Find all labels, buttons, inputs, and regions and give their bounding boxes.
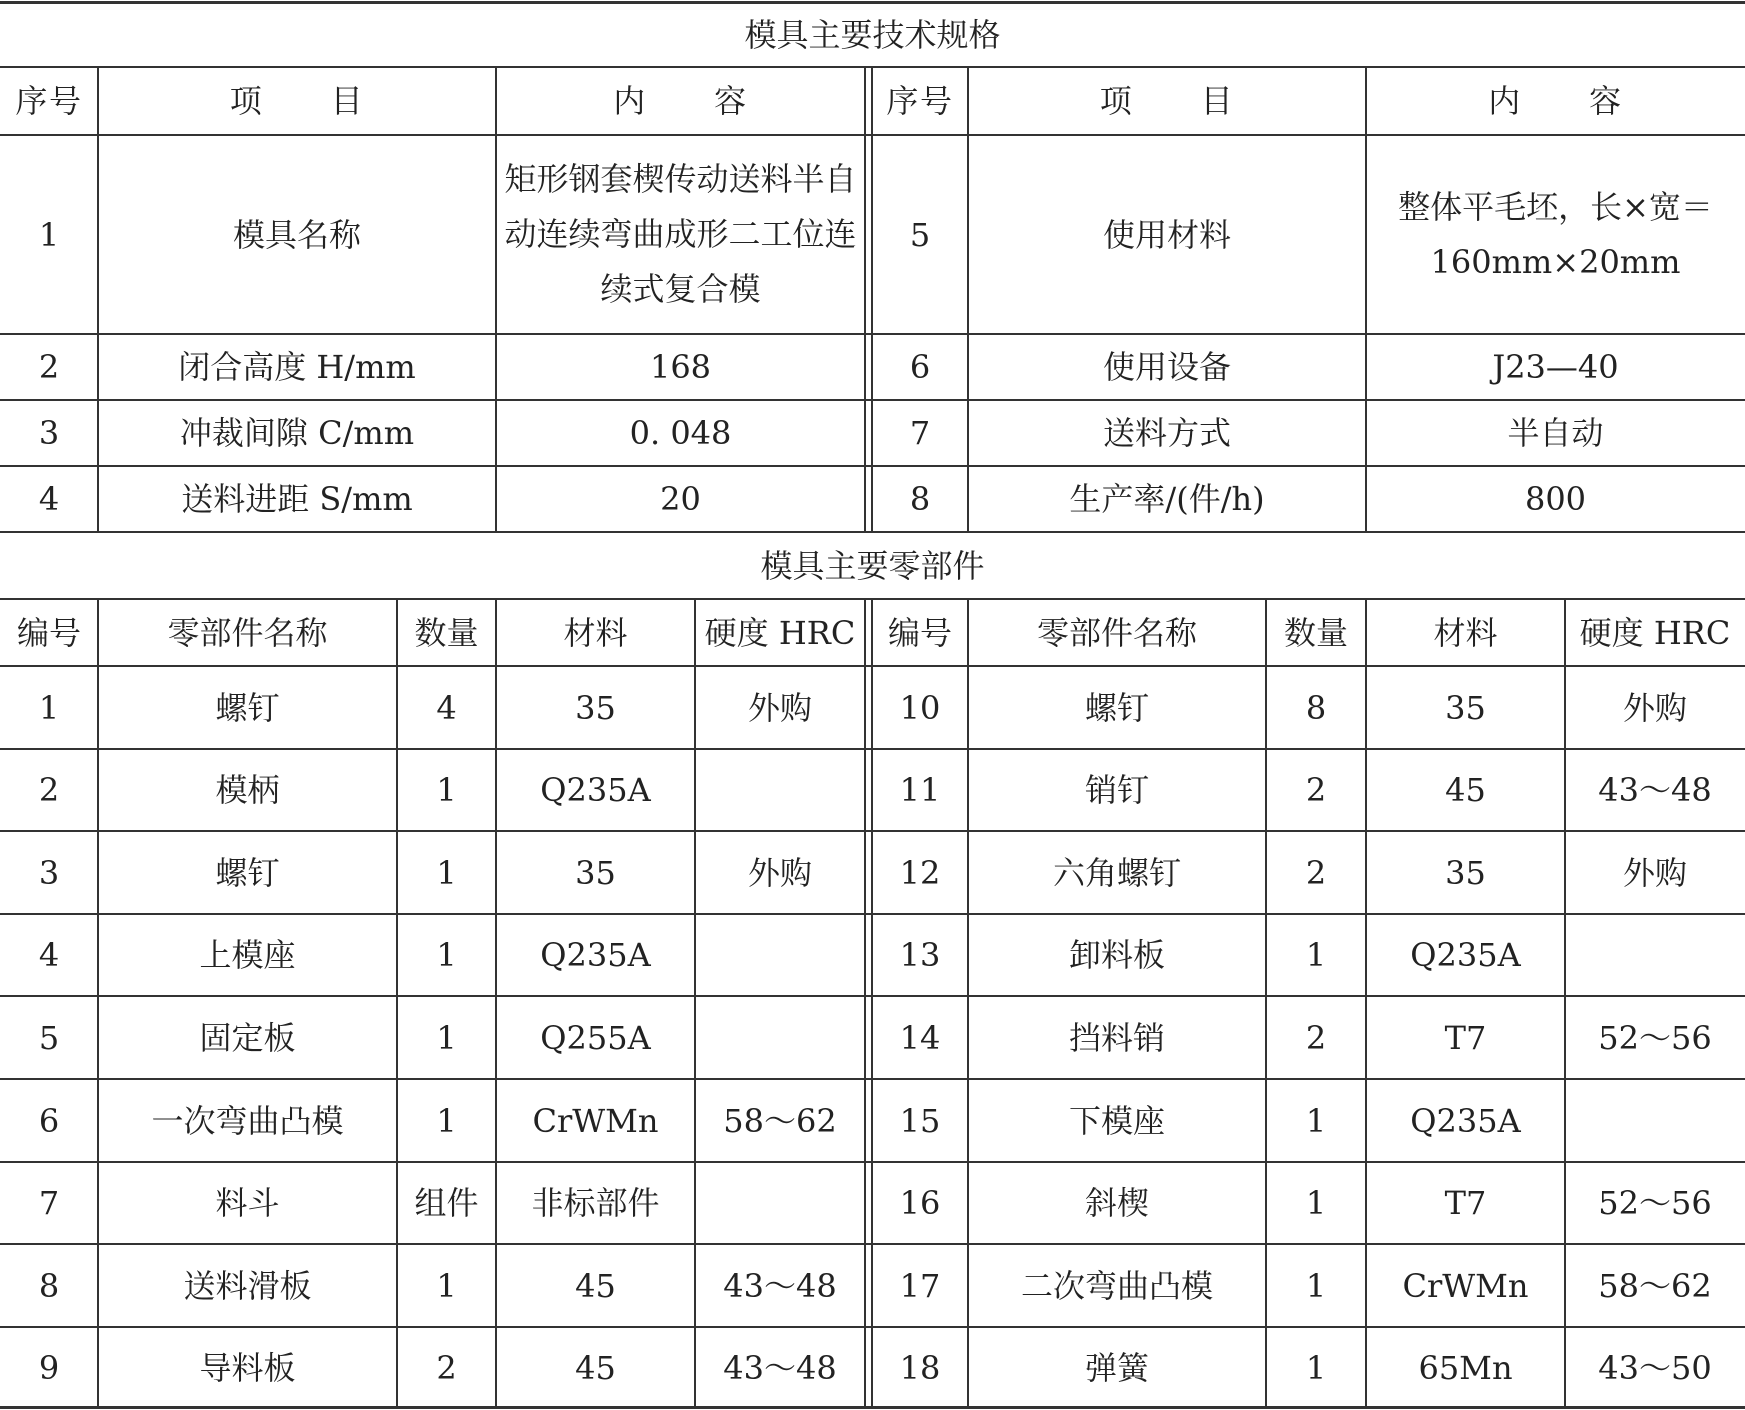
parts-cell: 13 xyxy=(899,936,941,974)
parts-cell: CrWMn xyxy=(532,1101,659,1140)
spec-cell: 6 xyxy=(909,348,931,386)
spec-cell: 4 xyxy=(38,480,60,518)
parts-cell: 外购 xyxy=(747,853,812,892)
parts-cell: 12 xyxy=(899,853,941,892)
top-rule xyxy=(0,1,1745,4)
parts-cell: 销钉 xyxy=(1084,771,1149,809)
parts-header-cell: 数量 xyxy=(1283,613,1348,652)
spec-cell: 矩形钢套楔传动送料半自动连续弯曲成形二工位连续式复合模 xyxy=(504,160,857,308)
column-rule xyxy=(871,67,873,532)
parts-cell: 1 xyxy=(1305,1101,1327,1140)
parts-cell: 52～56 xyxy=(1598,1184,1712,1222)
parts-cell: T7 xyxy=(1444,1184,1487,1222)
column-rule xyxy=(1265,599,1267,1407)
parts-cell: 模柄 xyxy=(215,771,280,809)
spec-cell: 使用设备 xyxy=(1102,348,1231,386)
spec-cell: 半自动 xyxy=(1507,414,1604,452)
parts-cell: 43～48 xyxy=(723,1349,837,1387)
parts-cell: 16 xyxy=(899,1184,941,1222)
parts-header-cell: 数量 xyxy=(414,613,479,652)
parts-cell: 外购 xyxy=(747,688,812,727)
column-rule xyxy=(864,599,866,1407)
parts-cell: 14 xyxy=(899,1018,941,1057)
parts-cell: 1 xyxy=(436,771,457,809)
column-rule xyxy=(1365,67,1367,532)
parts-cell: 35 xyxy=(575,688,616,727)
parts-cell xyxy=(1565,1079,1745,1162)
parts-cell: 6 xyxy=(38,1101,60,1140)
parts-cell: 2 xyxy=(1305,771,1327,809)
parts-cell: 4 xyxy=(38,936,60,974)
parts-cell: 15 xyxy=(899,1101,941,1140)
parts-header-cell: 硬度 HRC xyxy=(1579,613,1731,652)
parts-header-cell: 编号 xyxy=(16,613,81,652)
parts-cell: 螺钉 xyxy=(215,688,280,727)
parts-cell: 11 xyxy=(899,771,941,809)
parts-cell: 45 xyxy=(575,1266,616,1305)
parts-cell: 外购 xyxy=(1622,688,1687,727)
parts-cell: 4 xyxy=(436,688,457,727)
parts-cell: 3 xyxy=(38,853,60,892)
spec-cell: 送料方式 xyxy=(1102,414,1231,452)
parts-cell: 35 xyxy=(575,853,616,892)
parts-cell: 1 xyxy=(436,1101,457,1140)
column-rule xyxy=(871,599,873,1407)
parts-cell: 9 xyxy=(38,1349,60,1387)
parts-cell: 8 xyxy=(38,1266,60,1305)
parts-cell: 卸料板 xyxy=(1068,936,1165,974)
spec-cell: 送料进距 S/mm xyxy=(181,480,413,518)
parts-cell: CrWMn xyxy=(1402,1266,1529,1305)
parts-cell: 10 xyxy=(899,688,941,727)
parts-cell: 2 xyxy=(1305,1018,1327,1057)
spec-cell: 冲裁间隙 C/mm xyxy=(179,414,415,452)
spec-cell: J23—40 xyxy=(1492,348,1619,386)
parts-cell xyxy=(1565,914,1745,996)
parts-cell: 二次弯曲凸模 xyxy=(1020,1266,1213,1305)
parts-cell: 1 xyxy=(1305,936,1327,974)
parts-header-cell: 编号 xyxy=(887,613,952,652)
spec-cell: 8 xyxy=(909,480,931,518)
spec-header-cell: 序号 xyxy=(886,82,954,120)
parts-cell: 17 xyxy=(899,1266,941,1305)
parts-cell: 1 xyxy=(436,1266,457,1305)
parts-cell: 58～62 xyxy=(1598,1266,1712,1305)
parts-cell: 43～48 xyxy=(723,1266,837,1305)
column-rule xyxy=(967,599,969,1407)
parts-cell: 挡料销 xyxy=(1068,1018,1165,1057)
parts-header-cell: 零部件名称 xyxy=(167,613,328,652)
parts-cell: 45 xyxy=(1445,771,1486,809)
parts-cell xyxy=(695,914,865,996)
parts-cell xyxy=(695,1162,865,1244)
spec-header-cell: 项 目 xyxy=(1099,82,1235,120)
spec-cell: 模具名称 xyxy=(232,215,361,254)
parts-cell: Q235A xyxy=(1410,936,1521,974)
parts-cell: 58～62 xyxy=(723,1101,837,1140)
spec-header-cell: 项 目 xyxy=(229,82,365,120)
parts-cell: 斜楔 xyxy=(1084,1184,1149,1222)
column-rule xyxy=(1365,599,1367,1407)
parts-cell: 螺钉 xyxy=(215,853,280,892)
parts-cell: Q235A xyxy=(540,936,651,974)
spec-cell: 7 xyxy=(909,414,931,452)
parts-cell: 1 xyxy=(38,688,60,727)
parts-cell: 35 xyxy=(1445,853,1486,892)
column-rule xyxy=(694,599,696,1407)
spec-cell: 3 xyxy=(38,414,60,452)
parts-cell: 非标部件 xyxy=(531,1184,660,1222)
spec-header-cell: 序号 xyxy=(15,82,83,120)
column-rule xyxy=(396,599,398,1407)
parts-cell: 2 xyxy=(436,1349,457,1387)
column-rule xyxy=(1564,599,1566,1407)
spec-cell: 800 xyxy=(1524,480,1587,518)
parts-cell: 65Mn xyxy=(1418,1349,1513,1387)
parts-cell: 外购 xyxy=(1622,853,1687,892)
column-rule xyxy=(967,67,969,532)
spec-cell: 使用材料 xyxy=(1102,215,1231,254)
parts-cell: Q235A xyxy=(1410,1101,1521,1140)
parts-cell: Q255A xyxy=(540,1018,651,1057)
parts-cell: 2 xyxy=(38,771,60,809)
parts-header-cell: 材料 xyxy=(563,613,628,652)
spec-cell: 1 xyxy=(38,215,60,254)
parts-cell: 螺钉 xyxy=(1084,688,1149,727)
parts-cell: 52～56 xyxy=(1598,1018,1712,1057)
column-rule xyxy=(864,67,866,532)
parts-cell: 2 xyxy=(1305,853,1327,892)
parts-cell xyxy=(695,996,865,1079)
parts-cell: 弹簧 xyxy=(1084,1349,1149,1387)
spec-header-cell: 内 容 xyxy=(1488,82,1623,120)
column-rule xyxy=(495,67,497,532)
parts-cell: 1 xyxy=(436,853,457,892)
parts-cell: 组件 xyxy=(414,1184,479,1222)
spec-cell: 20 xyxy=(660,480,701,518)
parts-cell: 43～48 xyxy=(1598,771,1712,809)
parts-cell: 下模座 xyxy=(1068,1101,1165,1140)
parts-cell: 固定板 xyxy=(199,1018,296,1057)
parts-cell: 1 xyxy=(436,936,457,974)
spec-cell: 2 xyxy=(38,348,60,386)
parts-cell: 1 xyxy=(1305,1349,1327,1387)
spec-cell: 5 xyxy=(909,215,931,254)
column-rule xyxy=(495,599,497,1407)
spec-table-title: 模具主要技术规格 xyxy=(744,15,1001,54)
parts-header-cell: 零部件名称 xyxy=(1036,613,1197,652)
parts-cell: 六角螺钉 xyxy=(1052,853,1181,892)
parts-cell: 5 xyxy=(38,1018,60,1057)
parts-cell: 送料滑板 xyxy=(183,1266,312,1305)
parts-cell: 8 xyxy=(1305,688,1327,727)
parts-header-cell: 材料 xyxy=(1433,613,1498,652)
parts-cell: 35 xyxy=(1445,688,1486,727)
parts-cell: T7 xyxy=(1444,1018,1487,1057)
parts-cell: 导料板 xyxy=(199,1349,296,1387)
parts-cell: 1 xyxy=(436,1018,457,1057)
parts-cell: 1 xyxy=(1305,1184,1327,1222)
parts-cell: 43～50 xyxy=(1598,1349,1712,1387)
spec-cell: 0. 048 xyxy=(629,414,732,452)
parts-cell: 7 xyxy=(38,1184,60,1222)
spec-cell: 整体平毛坯，长×宽＝160mm×20mm xyxy=(1398,187,1713,281)
parts-table-title: 模具主要零部件 xyxy=(760,546,985,585)
spec-cell: 闭合高度 H/mm xyxy=(178,348,416,386)
parts-cell: 料斗 xyxy=(215,1184,280,1222)
parts-header-cell: 硬度 HRC xyxy=(704,613,856,652)
parts-cell: 18 xyxy=(899,1349,941,1387)
spec-header-cell: 内 容 xyxy=(613,82,748,120)
spec-cell: 生产率/(件/h) xyxy=(1069,480,1265,518)
parts-cell xyxy=(695,749,865,831)
parts-cell: 1 xyxy=(1305,1266,1327,1305)
column-rule xyxy=(97,599,99,1407)
parts-cell: 45 xyxy=(575,1349,616,1387)
column-rule xyxy=(97,67,99,532)
parts-cell: Q235A xyxy=(540,771,651,809)
parts-cell: 上模座 xyxy=(199,936,296,974)
parts-cell: 一次弯曲凸模 xyxy=(151,1101,344,1140)
spec-cell: 168 xyxy=(649,348,712,386)
